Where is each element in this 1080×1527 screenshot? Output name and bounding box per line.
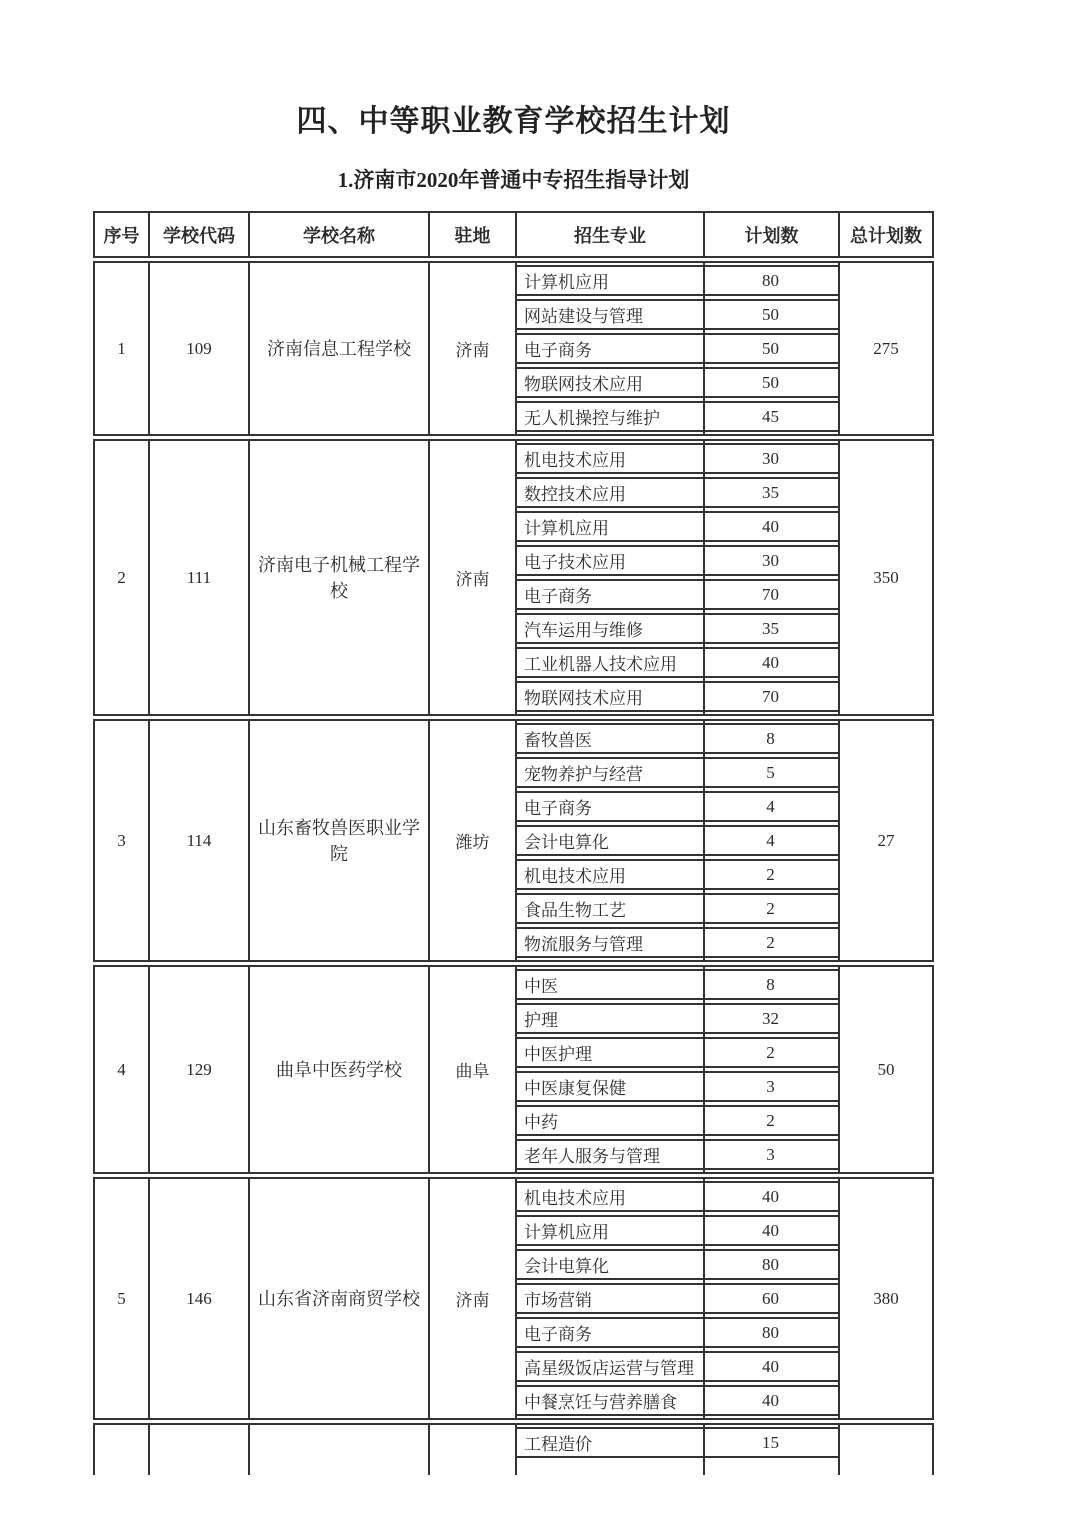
school-group-row	[93, 261, 934, 436]
major-name-cell: 网站建设与管理	[524, 307, 643, 326]
total-plan-cell: 275	[873, 338, 899, 358]
major-row	[517, 299, 838, 330]
major-row	[517, 545, 838, 576]
school-code-cell: 111	[150, 441, 250, 714]
major-name-cell: 工程造价	[524, 1435, 592, 1454]
major-row	[517, 723, 838, 754]
location-cell: 潍坊	[430, 721, 517, 960]
plan-count-cell: 40	[762, 1390, 779, 1410]
plan-count-cell: 70	[762, 686, 779, 706]
major-row	[517, 927, 838, 958]
school-name-cell	[250, 1425, 430, 1475]
major-name-cell: 会计电算化	[524, 833, 609, 852]
location-cell: 济南	[430, 441, 517, 714]
plan-count-cell: 35	[762, 482, 779, 502]
school-name-cell: 济南电子机械工程学校	[250, 441, 430, 714]
major-row	[517, 1105, 838, 1136]
total-plan-cell	[840, 1425, 932, 1475]
major-name-cell: 工业机器人技术应用	[524, 655, 677, 674]
major-row	[517, 265, 838, 296]
major-name-cell: 汽车运用与维修	[524, 621, 643, 640]
plan-count-cell: 2	[766, 1110, 775, 1130]
major-row	[517, 1385, 838, 1416]
major-row	[517, 1351, 838, 1382]
total-plan-cell: 350	[873, 567, 899, 587]
school-name-cell: 曲阜中医药学校	[250, 967, 430, 1172]
major-name-cell: 计算机应用	[524, 1223, 609, 1242]
total-plan-cell: 50	[877, 1059, 895, 1079]
major-name-cell: 会计电算化	[524, 1257, 609, 1276]
school-code-cell: 146	[150, 1179, 250, 1418]
serial-cell: 5	[95, 1179, 150, 1418]
major-row	[517, 613, 838, 644]
plan-count-cell: 4	[766, 796, 775, 816]
header-cell-location: 驻地	[430, 213, 517, 256]
major-name-cell: 机电技术应用	[524, 1189, 626, 1208]
major-name-cell: 机电技术应用	[524, 451, 626, 470]
major-row	[517, 1249, 838, 1280]
majors-list	[517, 1179, 840, 1418]
school-group-row	[93, 1177, 934, 1420]
majors-list	[517, 967, 840, 1172]
plan-count-cell: 70	[762, 584, 779, 604]
major-row	[517, 579, 838, 610]
major-name-cell: 老年人服务与管理	[524, 1147, 660, 1166]
header-cell-total-count: 总计划数	[850, 225, 922, 246]
header-cell-plan-count: 计划数	[705, 213, 840, 256]
major-name-cell: 食品生物工艺	[524, 901, 626, 920]
plan-count-cell: 40	[762, 652, 779, 672]
header-cell-serial: 序号	[95, 213, 150, 256]
major-name-cell: 物联网技术应用	[524, 689, 643, 708]
major-row	[517, 401, 838, 432]
major-name-cell: 电子商务	[524, 587, 592, 606]
total-plan-cell: 380	[873, 1288, 899, 1308]
plan-count-cell: 50	[762, 304, 779, 324]
major-row	[517, 893, 838, 924]
plan-count-cell: 40	[762, 516, 779, 536]
school-group-row	[93, 719, 934, 962]
major-name-cell: 畜牧兽医	[524, 731, 592, 750]
major-name-cell: 市场营销	[524, 1291, 592, 1310]
majors-list	[517, 263, 840, 434]
plan-count-cell: 50	[762, 372, 779, 392]
plan-count-cell: 3	[766, 1076, 775, 1096]
major-name-cell: 物流服务与管理	[524, 935, 643, 954]
plan-count-cell: 8	[766, 728, 775, 748]
serial-cell: 2	[95, 441, 150, 714]
major-name-cell: 电子商务	[524, 341, 592, 360]
plan-count-cell: 2	[766, 1042, 775, 1062]
plan-count-cell: 4	[766, 830, 775, 850]
school-code-cell: 114	[150, 721, 250, 960]
major-row	[517, 477, 838, 508]
major-row	[517, 1317, 838, 1348]
major-name-cell: 高星级饭店运营与管理	[524, 1359, 694, 1378]
major-row	[517, 647, 838, 678]
school-group-row	[93, 439, 934, 716]
school-name-cell: 山东省济南商贸学校	[250, 1179, 430, 1418]
major-name-cell: 中医	[524, 977, 558, 996]
plan-count-cell: 35	[762, 618, 779, 638]
major-row	[517, 1181, 838, 1212]
serial-cell: 3	[95, 721, 150, 960]
major-row	[517, 1215, 838, 1246]
plan-count-cell: 40	[762, 1356, 779, 1376]
serial-cell: 1	[95, 263, 150, 434]
major-row	[517, 859, 838, 890]
major-row	[517, 1003, 838, 1034]
school-code-cell	[150, 1425, 250, 1475]
total-plan-cell: 27	[877, 830, 895, 850]
major-row	[517, 1283, 838, 1314]
header-cell-school-name: 学校名称	[250, 213, 430, 256]
major-name-cell: 计算机应用	[524, 519, 609, 538]
plan-count-cell: 30	[762, 448, 779, 468]
major-row	[517, 825, 838, 856]
plan-count-cell: 40	[762, 1186, 779, 1206]
major-name-cell: 无人机操控与维护	[524, 409, 660, 428]
major-row	[517, 333, 838, 364]
school-group-row	[93, 1423, 934, 1475]
header-cell-major: 招生专业	[517, 213, 705, 256]
document-subtitle: 1.济南市2020年普通中专招生指导计划	[337, 168, 690, 192]
major-name-cell: 中医护理	[524, 1045, 592, 1064]
school-code-cell: 129	[150, 967, 250, 1172]
location-cell: 济南	[430, 1179, 517, 1418]
plan-count-cell: 80	[762, 270, 779, 290]
page-content	[93, 0, 934, 1475]
plan-count-cell: 60	[762, 1288, 779, 1308]
plan-count-cell: 8	[766, 974, 775, 994]
major-row	[517, 1139, 838, 1170]
major-name-cell: 数控技术应用	[524, 485, 626, 504]
plan-count-cell: 40	[762, 1220, 779, 1240]
major-name-cell: 中药	[524, 1113, 558, 1132]
majors-list	[517, 721, 840, 960]
plan-count-cell: 15	[762, 1432, 779, 1452]
major-name-cell: 中医康复保健	[524, 1079, 626, 1098]
document-title: 四、中等职业教育学校招生计划	[296, 105, 731, 138]
major-name-cell: 宠物养护与经营	[524, 765, 643, 784]
serial-cell: 4	[95, 967, 150, 1172]
header-cell-school-code: 学校代码	[150, 213, 250, 256]
location-cell	[430, 1425, 517, 1475]
major-row	[517, 757, 838, 788]
major-name-cell: 计算机应用	[524, 273, 609, 292]
major-row	[517, 367, 838, 398]
enrollment-plan-table	[93, 211, 934, 1475]
plan-count-cell: 32	[762, 1008, 779, 1028]
location-cell: 济南	[430, 263, 517, 434]
plan-count-cell: 50	[762, 338, 779, 358]
plan-count-cell: 80	[762, 1254, 779, 1274]
table-body	[93, 261, 934, 1475]
major-name-cell: 电子商务	[524, 799, 592, 818]
major-name-cell: 护理	[524, 1011, 558, 1030]
plan-count-cell: 80	[762, 1322, 779, 1342]
plan-count-cell: 2	[766, 898, 775, 918]
major-name-cell: 电子商务	[524, 1325, 592, 1344]
major-name-cell: 电子技术应用	[524, 553, 626, 572]
majors-list	[517, 441, 840, 714]
plan-count-cell: 3	[766, 1144, 775, 1164]
school-name-cell: 济南信息工程学校	[250, 263, 430, 434]
location-cell: 曲阜	[430, 967, 517, 1172]
major-row	[517, 1037, 838, 1068]
major-name-cell: 物联网技术应用	[524, 375, 643, 394]
major-row	[517, 969, 838, 1000]
majors-list	[517, 1425, 840, 1475]
table-header-row	[93, 211, 934, 258]
plan-count-cell: 30	[762, 550, 779, 570]
major-row	[517, 443, 838, 474]
plan-count-cell: 2	[766, 864, 775, 884]
major-row	[517, 511, 838, 542]
school-group-row	[93, 965, 934, 1174]
serial-cell	[95, 1425, 150, 1475]
plan-count-cell: 5	[766, 762, 775, 782]
school-code-cell: 109	[150, 263, 250, 434]
major-row	[517, 1071, 838, 1102]
major-name-cell: 中餐烹饪与营养膳食	[524, 1393, 677, 1412]
major-row	[517, 1427, 838, 1458]
plan-count-cell: 45	[762, 406, 779, 426]
major-name-cell: 机电技术应用	[524, 867, 626, 886]
major-row	[517, 791, 838, 822]
major-row	[517, 681, 838, 712]
school-name-cell: 山东畜牧兽医职业学院	[250, 721, 430, 960]
plan-count-cell: 2	[766, 932, 775, 952]
